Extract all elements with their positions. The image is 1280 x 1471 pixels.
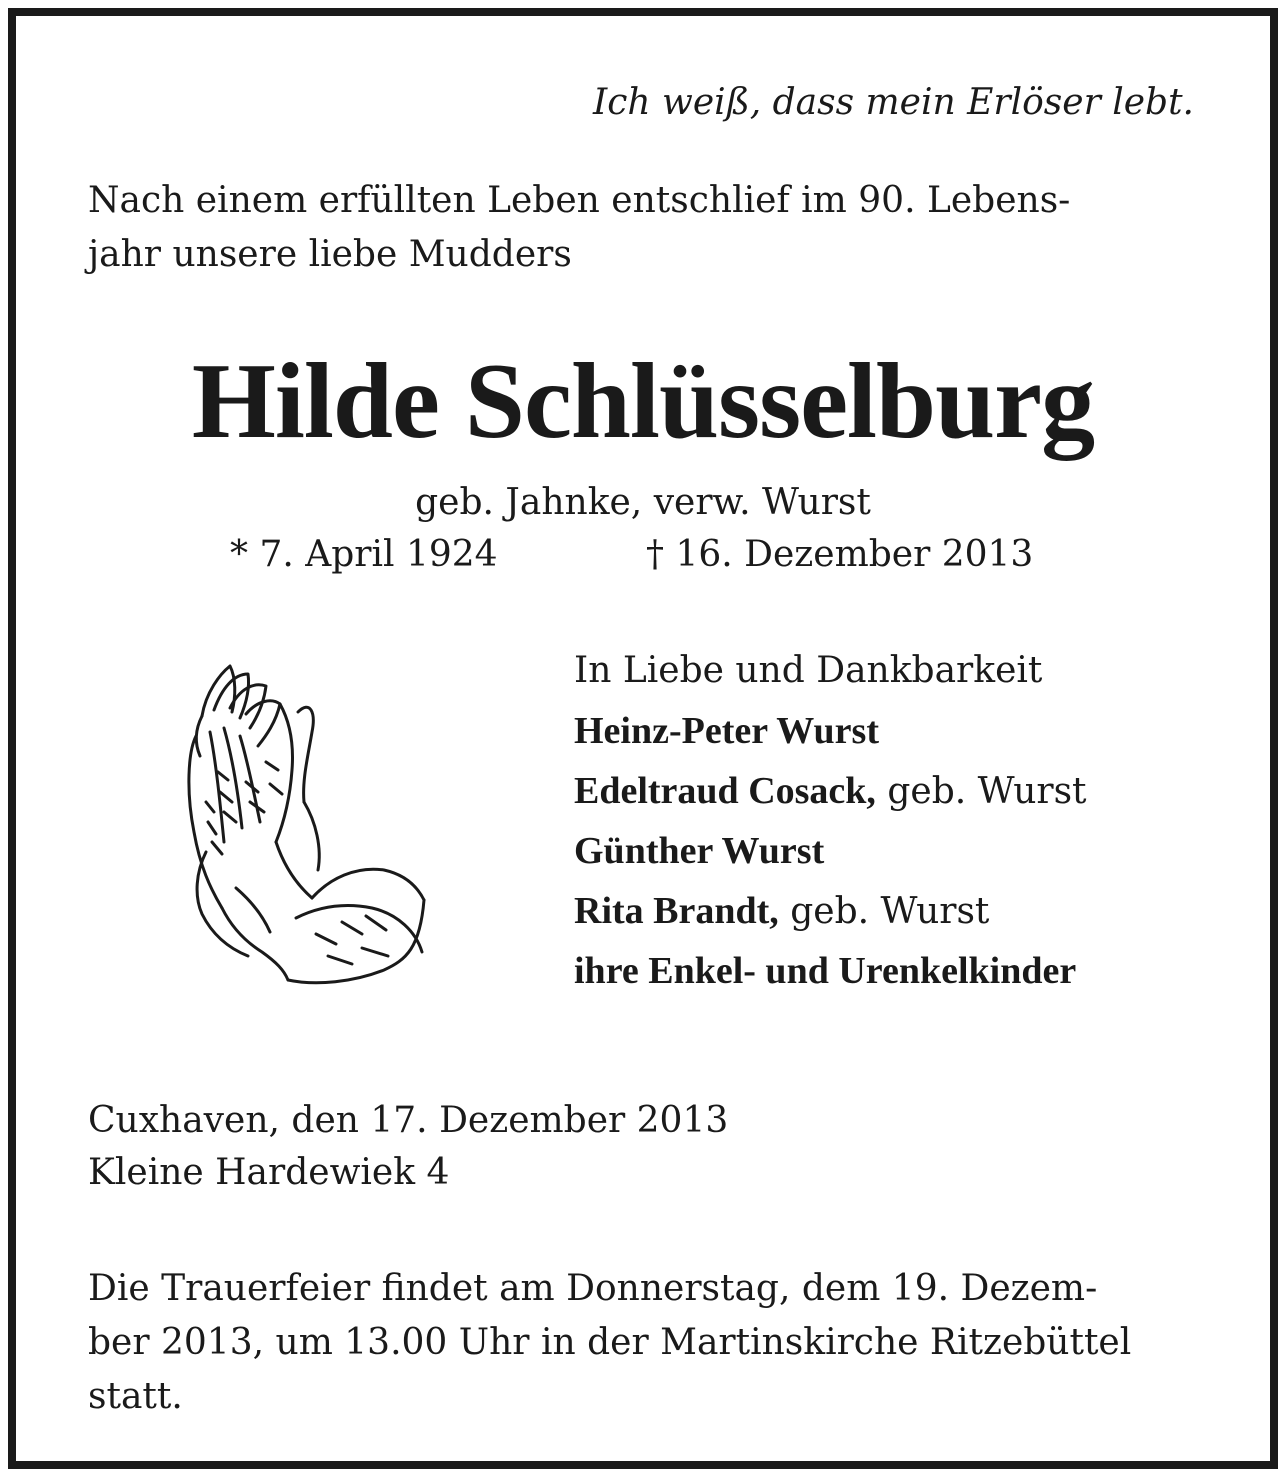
family-member [574,824,824,879]
family-member-suffix: geb. Wurst [778,891,990,932]
birth-date: * 7. April 1924 [230,534,498,575]
maiden-name: geb. Jahnke, verw. Wurst [415,482,871,523]
family-member [574,764,1087,819]
family-member-name: Günther Wurst [574,830,825,872]
funeral-line: Die Trauerfeier findet am Donnerstag, dem 19. Dezem- [88,1268,1098,1309]
family-member [574,944,1076,999]
family-member-name: Edeltraud Cosack, [574,770,876,812]
family-member [574,884,989,939]
intro-text [88,174,1198,282]
family-member-name: ihre Enkel- und Urenkelkinder [574,950,1077,992]
place-date: Cuxhaven, den 17. Dezember 2013 [88,1100,729,1141]
address: Kleine Hardewiek 4 [88,1152,450,1193]
family-member [574,704,879,759]
family-member-name: Rita Brandt, [574,890,779,932]
funeral-notice [88,1262,1198,1424]
death-date: † 16. Dezember 2013 [646,534,1034,575]
funeral-line: statt. [88,1376,183,1417]
family-member-suffix: geb. Wurst [875,771,1087,812]
deceased-name: Hilde Schlüsselburg [191,342,1095,461]
obituary-frame [8,8,1278,1469]
intro-line: jahr unsere liebe Mudders [88,234,572,275]
family-member-name: Heinz-Peter Wurst [574,710,879,752]
intro-line: Nach einem erfüllten Leben entschlief im 90. Lebens- [88,180,1071,221]
funeral-line: ber 2013, um 13.00 Uhr in der Martinskirche Ritzebüttel [88,1322,1132,1363]
praying-hands-icon [166,652,446,992]
thanks-line: In Liebe und Dankbarkeit [574,650,1043,691]
motto: Ich weiß, dass mein Erlöser lebt. [593,82,1194,123]
